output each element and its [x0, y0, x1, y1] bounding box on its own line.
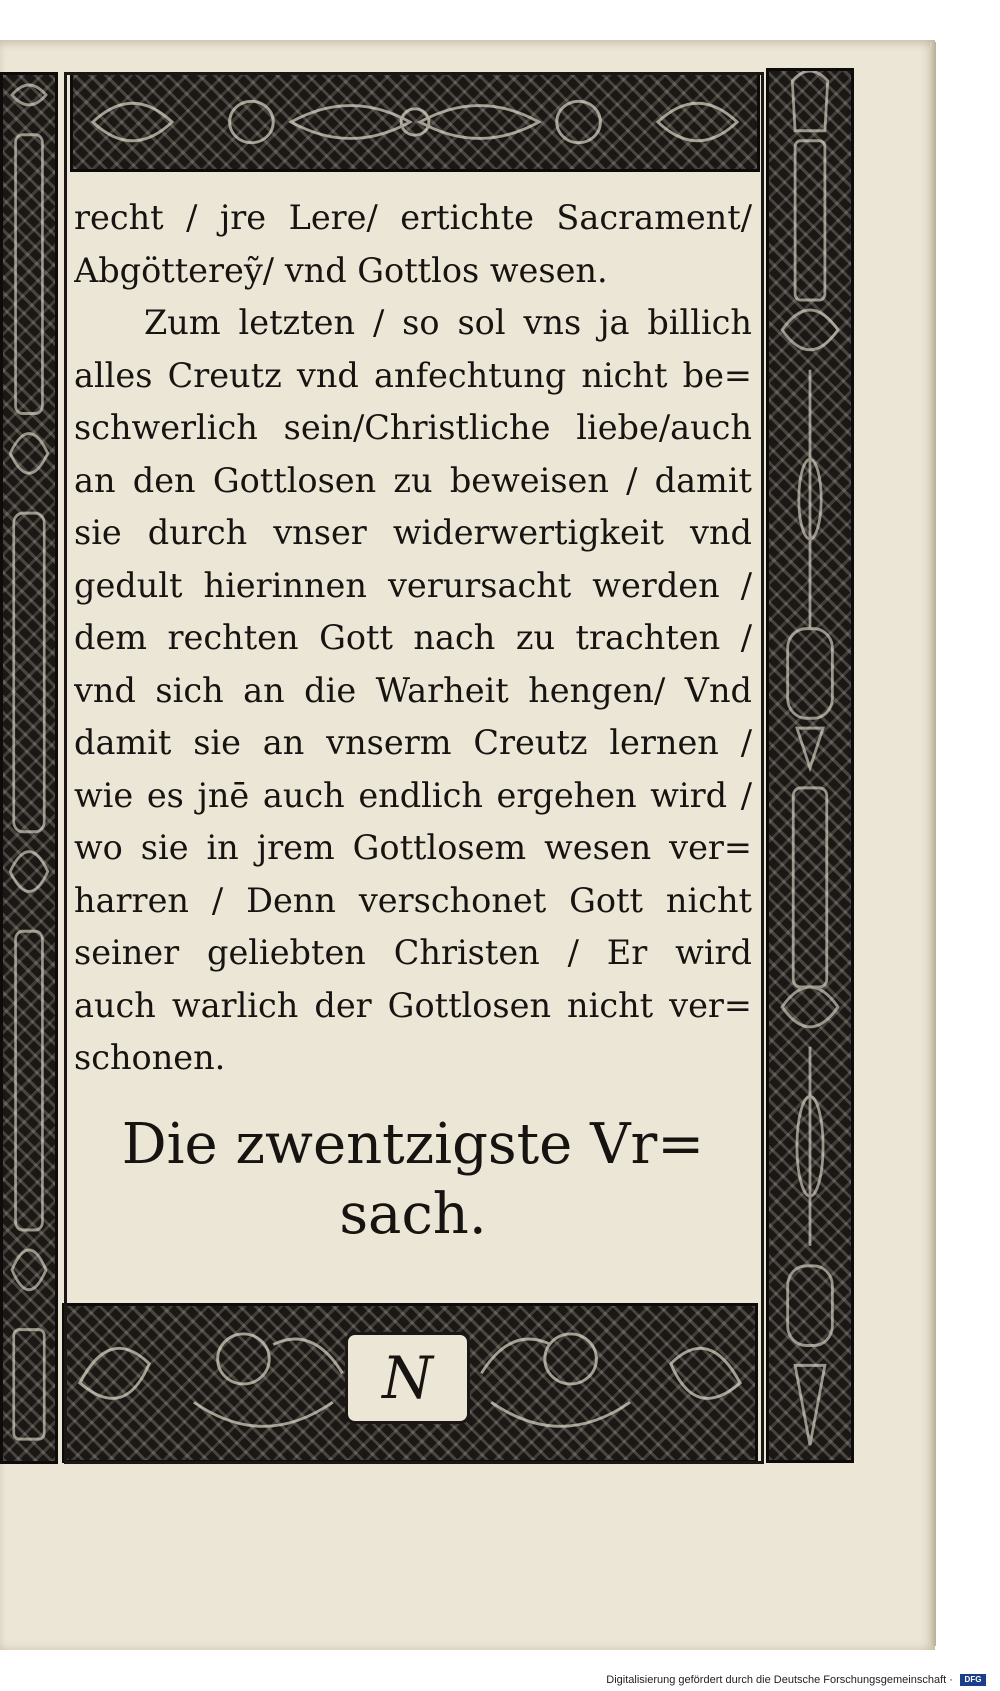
heading-line: Die zwentzigste Vr=	[121, 1112, 705, 1177]
body-line: Abgöttereỹ/ vnd Gottlos wesen.	[74, 250, 608, 290]
body-line: an den Gottlosen zu beweisen / damit	[74, 460, 752, 500]
body-line: gedult hierinnen verursacht werden /	[74, 565, 752, 605]
body-line: dem rechten Gott nach zu trachten /	[74, 618, 752, 657]
signature-cartouche	[345, 1332, 470, 1424]
page-edge	[930, 42, 936, 1646]
right-ornamental-border	[766, 68, 854, 1463]
digitization-footer	[0, 1670, 986, 1691]
body-line: auch warlich der Gottlosen nicht ver=	[74, 985, 752, 1025]
body-line: recht / jre Lere/ ertichte Sacrament/	[74, 198, 752, 237]
body-line: vnd sich an die Warheit hengen/ Vnd	[74, 670, 752, 710]
body-line: schonen.	[74, 1038, 226, 1077]
body-line: alles Creutz vnd anfechtung nicht be=	[74, 355, 752, 395]
body-line: damit sie an vnserm Creutz lernen /	[74, 723, 752, 762]
body-line: Zum letzten / so sol vns ja billich	[144, 303, 752, 342]
dfg-logo-icon: DFG	[960, 1674, 986, 1686]
footer-text: Digitalisierung gefördert durch die Deutsche Forschungsgemeinschaft ·	[606, 1674, 953, 1686]
left-ornamental-border	[0, 72, 58, 1464]
section-heading	[74, 1110, 752, 1250]
body-line: schwerlich sein/Christliche liebe/auch	[74, 408, 752, 447]
body-line: harren / Denn verschonet Gott nicht	[74, 880, 752, 920]
heading-line: sach.	[339, 1182, 487, 1247]
body-line: seiner geliebten Christen / Er wird	[74, 933, 752, 972]
body-line: wie es jnē auch endlich ergehen wird /	[74, 775, 752, 815]
body-text	[74, 192, 752, 1085]
signature-mark: N	[382, 1344, 433, 1412]
body-line: sie durch vnser widerwertigkeit vnd	[74, 513, 752, 552]
body-line: wo sie in jrem Gottlosem wesen ver=	[74, 828, 752, 867]
